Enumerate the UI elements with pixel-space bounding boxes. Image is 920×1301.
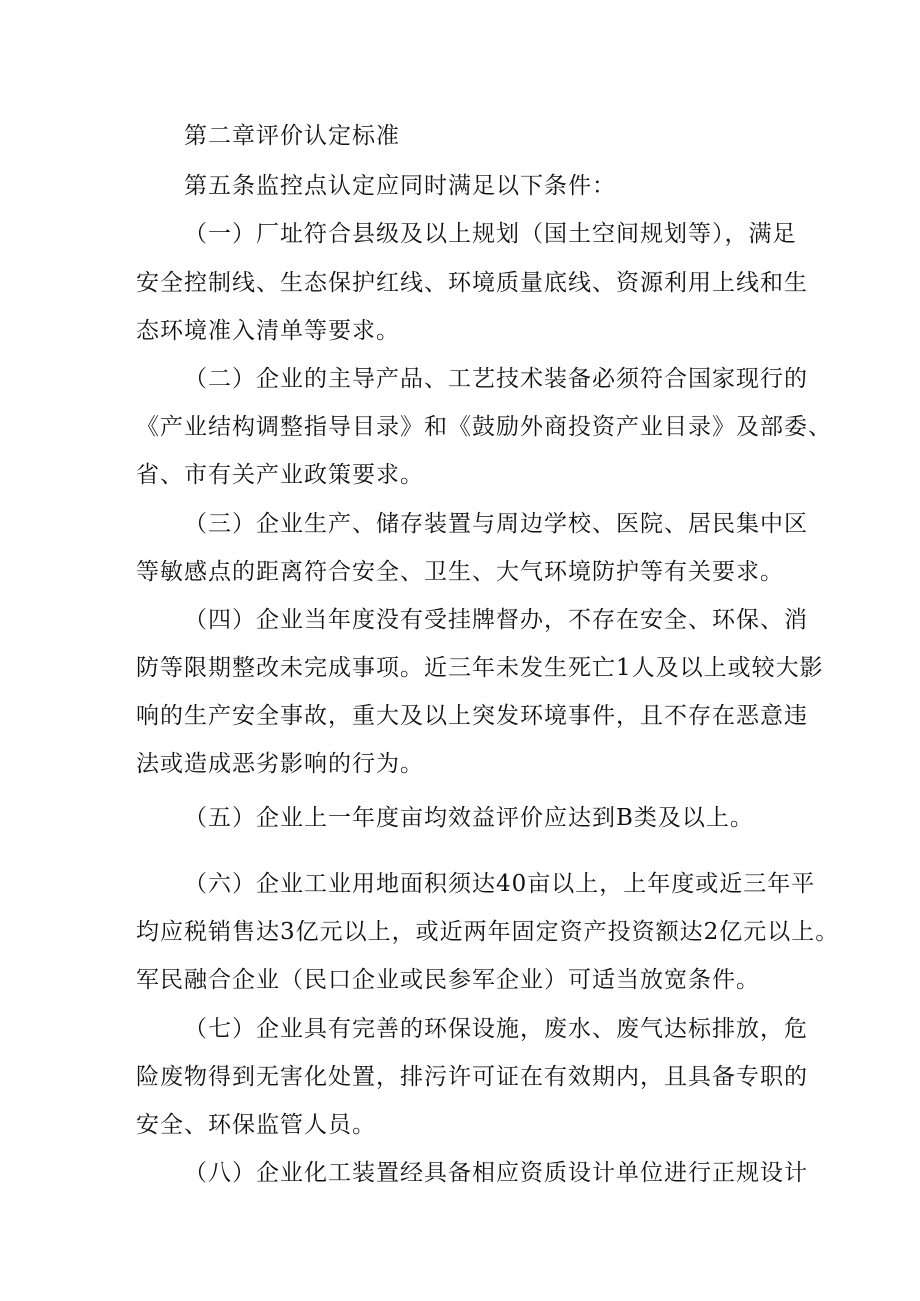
paragraph-line: 等敏感点的距离符合安全、卫生、大气环境防护等有关要求。	[136, 559, 784, 585]
paragraph-line: 军民融合企业（民口企业或民参军企业）可适当放宽条件。	[136, 967, 760, 993]
paragraph-line: 《产业结构调整指导目录》和《鼓励外商投资产业目录》及部委、	[136, 414, 832, 440]
paragraph-line: （一）厂址符合县级及以上规划（国土空间规划等），满足	[184, 221, 797, 247]
paragraph-line: （三）企业生产、储存装置与周边学校、医院、居民集中区	[184, 511, 808, 537]
paragraph-line: 安全控制线、生态保护红线、环境质量底线、资源利用上线和生	[136, 270, 808, 296]
paragraph-line: 省、市有关产业政策要求。	[136, 462, 424, 488]
paragraph-line: 法或造成恶劣影响的行为。	[136, 751, 424, 777]
chapter-heading: 第二章评价认定标准	[184, 123, 400, 149]
article-heading: 第五条监控点认定应同时满足以下条件：	[184, 173, 616, 199]
paragraph-line: 险废物得到无害化处置，排污许可证在有效期内，且具备专职的	[136, 1064, 808, 1090]
paragraph-line: （四）企业当年度没有受挂牌督办，不存在安全、环保、消	[184, 607, 808, 633]
paragraph-line: 防等限期整改未完成事项。近三年未发生死亡1人及以上或较大影	[136, 655, 824, 681]
paragraph-line: 态环境准入清单等要求。	[136, 318, 400, 344]
paragraph-line: 安全、环保监管人员。	[136, 1112, 376, 1138]
paragraph-line: （五）企业上一年度亩均效益评价应达到B类及以上。	[184, 805, 754, 831]
paragraph-line: （八）企业化工装置经具备相应资质设计单位进行正规设计	[184, 1160, 808, 1186]
paragraph-line: （六）企业工业用地面积须达40亩以上，上年度或近三年平	[184, 871, 816, 897]
paragraph-line: （七）企业具有完善的环保设施，废水、废气达标排放，危	[184, 1016, 808, 1042]
paragraph-line: （二）企业的主导产品、工艺技术装备必须符合国家现行的	[184, 366, 808, 392]
paragraph-line: 响的生产安全事故，重大及以上突发环境事件，且不存在恶意违	[136, 703, 808, 729]
paragraph-line: 均应税销售达3亿元以上，或近两年固定资产投资额达2亿元以上。	[136, 919, 840, 945]
